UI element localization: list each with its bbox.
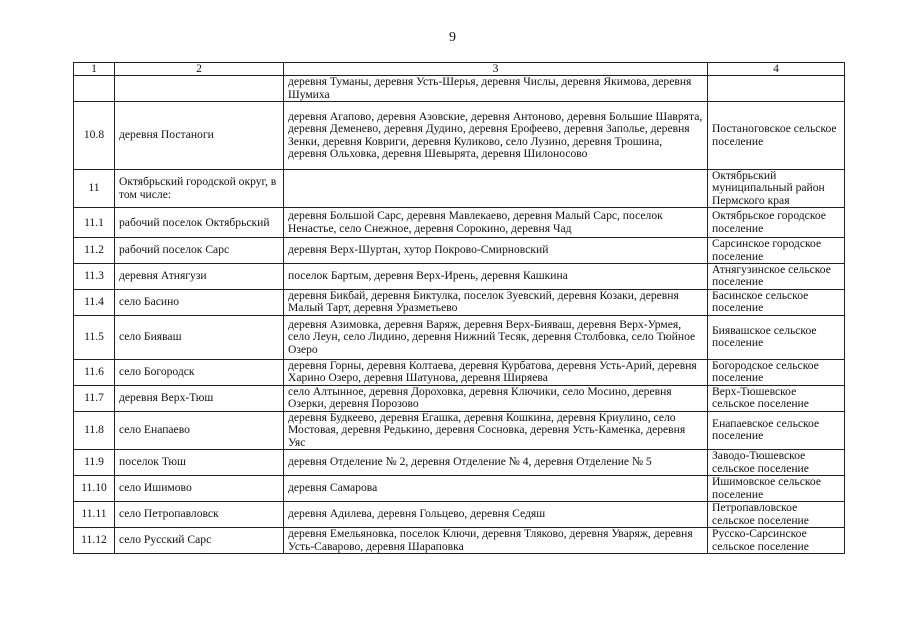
settlement-cell: Верх-Тюшевское сельское поселение: [708, 385, 845, 411]
villages-cell: деревня Адилева, деревня Гольцево, деревня Седяш: [284, 502, 708, 528]
villages-cell: село Алтынное, деревня Дороховка, деревня Ключики, село Мосино, деревня Озерки, деревня Порозово: [284, 385, 708, 411]
table-row: [74, 289, 845, 315]
table-row: [74, 411, 845, 449]
table-row: [74, 528, 845, 554]
page-number: 9: [449, 30, 456, 45]
settlement-cell: Биявашское сельское поселение: [708, 315, 845, 359]
settlement-cell: Заводо-Тюшевское сельское поселение: [708, 450, 845, 476]
villages-cell: деревня Большой Сарс, деревня Мавлекаево, деревня Малый Сарс, поселок Ненастье, село Снежное, деревня Сорокино, деревня Чад: [284, 208, 708, 238]
row-number-cell: 11.3: [74, 264, 115, 290]
row-number-cell: 10.8: [74, 102, 115, 170]
settlement-cell: Атнягузинское сельское поселение: [708, 264, 845, 290]
locality-name-cell: деревня Верх-Тюш: [115, 385, 284, 411]
villages-cell: деревня Туманы, деревня Усть-Шерья, деревня Числы, деревня Якимова, деревня Шумиха: [284, 76, 708, 102]
settlement-cell: Октябрьское городское поселение: [708, 208, 845, 238]
settlement-cell: Петропавловское сельское поселение: [708, 502, 845, 528]
row-number-cell: 11.5: [74, 315, 115, 359]
villages-cell: деревня Будкеево, деревня Егашка, деревня Кошкина, деревня Криулино, село Мостовая, деревня Редькино, деревня Сосновка, деревня Усть-Каменка, деревня Уяс: [284, 411, 708, 449]
locality-name-cell: [115, 76, 284, 102]
locality-name-cell: рабочий поселок Сарс: [115, 238, 284, 264]
row-number-cell: 11.2: [74, 238, 115, 264]
table-row: [74, 102, 845, 170]
row-number-cell: 11.6: [74, 359, 115, 385]
settlement-cell: Енапаевское сельское поселение: [708, 411, 845, 449]
table-row: [74, 170, 845, 208]
locality-name-cell: село Петропавловск: [115, 502, 284, 528]
villages-cell: деревня Агапово, деревня Азовские, деревня Антоново, деревня Большие Шаврята, деревня Деменево, деревня Дудино, деревня Ерофеево, деревня Заполье, деревня Зенки, деревня Ковриги, деревня Куликово, село Лузино, деревня Трошина, деревня Ольховка, деревня Шевырята, деревня Шилоносово: [284, 102, 708, 170]
villages-cell: деревня Емельяновка, поселок Ключи, деревня Тляково, деревня Уваряж, деревня Усть-Саварово, деревня Шараповка: [284, 528, 708, 554]
table-row: [74, 450, 845, 476]
locality-name-cell: село Ишимово: [115, 476, 284, 502]
settlement-cell: Октябрьский муниципальный район Пермского края: [708, 170, 845, 208]
villages-cell: деревня Бикбай, деревня Биктулка, поселок Зуевский, деревня Козаки, деревня Малый Тарт, деревня Уразметьево: [284, 289, 708, 315]
villages-cell: [284, 170, 708, 208]
locality-name-cell: село Богородск: [115, 359, 284, 385]
villages-cell: поселок Бартым, деревня Верх-Ирень, деревня Кашкина: [284, 264, 708, 290]
villages-cell: деревня Самарова: [284, 476, 708, 502]
settlement-cell: Богородское сельское поселение: [708, 359, 845, 385]
row-number-cell: 11.1: [74, 208, 115, 238]
table-row: [74, 385, 845, 411]
table-row: [74, 359, 845, 385]
row-number-cell: [74, 76, 115, 102]
settlement-cell: Басинское сельское поселение: [708, 289, 845, 315]
table-row: [74, 238, 845, 264]
locality-name-cell: село Енапаево: [115, 411, 284, 449]
locality-name-cell: деревня Постаноги: [115, 102, 284, 170]
row-number-cell: 11.8: [74, 411, 115, 449]
column-header: 3: [284, 63, 708, 76]
table-row: [74, 502, 845, 528]
table-row: [74, 76, 845, 102]
villages-cell: деревня Отделение № 2, деревня Отделение № 4, деревня Отделение № 5: [284, 450, 708, 476]
column-header: 1: [74, 63, 115, 76]
locality-name-cell: село Русский Сарс: [115, 528, 284, 554]
locality-name-cell: поселок Тюш: [115, 450, 284, 476]
settlement-cell: Русско-Сарсинское сельское поселение: [708, 528, 845, 554]
row-number-cell: 11.4: [74, 289, 115, 315]
column-header: 4: [708, 63, 845, 76]
villages-cell: деревня Верх-Шуртан, хутор Покрово-Смирновский: [284, 238, 708, 264]
row-number-cell: 11.9: [74, 450, 115, 476]
settlement-cell: Ишимовское сельское поселение: [708, 476, 845, 502]
header-row: [74, 63, 845, 76]
settlement-cell: Сарсинское городское поселение: [708, 238, 845, 264]
row-number-cell: 11: [74, 170, 115, 208]
locality-name-cell: село Бияваш: [115, 315, 284, 359]
villages-cell: деревня Азимовка, деревня Варяж, деревня Верх-Бияваш, деревня Верх-Урмея, село Леун, село Лидино, деревня Нижний Тесяк, деревня Столбовка, село Тюйное Озеро: [284, 315, 708, 359]
row-number-cell: 11.11: [74, 502, 115, 528]
settlement-cell: [708, 76, 845, 102]
settlement-cell: Постаноговское сельское поселение: [708, 102, 845, 170]
row-number-cell: 11.12: [74, 528, 115, 554]
row-number-cell: 11.10: [74, 476, 115, 502]
row-number-cell: 11.7: [74, 385, 115, 411]
column-header: 2: [115, 63, 284, 76]
locality-name-cell: село Басино: [115, 289, 284, 315]
locality-name-cell: Октябрьский городской округ, в том числе:: [115, 170, 284, 208]
locality-name-cell: рабочий поселок Октябрьский: [115, 208, 284, 238]
locality-name-cell: деревня Атнягузи: [115, 264, 284, 290]
table-row: [74, 208, 845, 238]
table-row: [74, 476, 845, 502]
table-row: [74, 315, 845, 359]
settlements-table: [73, 62, 845, 554]
table-row: [74, 264, 845, 290]
villages-cell: деревня Горны, деревня Колтаева, деревня Курбатова, деревня Усть-Арий, деревня Харино Озеро, деревня Шатунова, деревня Ширяева: [284, 359, 708, 385]
